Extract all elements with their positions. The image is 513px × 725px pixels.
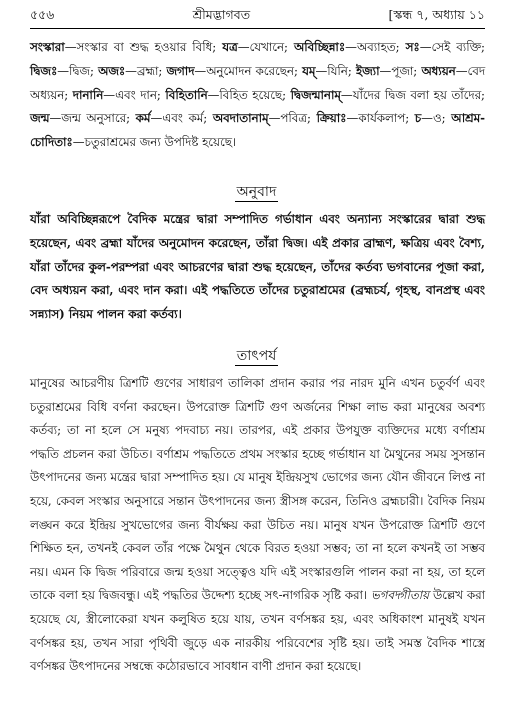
- synonym-meaning: চতুরাশ্রমের জন্য উপদিষ্ট হয়েছে।: [84, 135, 237, 150]
- translation-text: যাঁরা অবিচ্ছিন্নরূপে বৈদিক মন্ত্রের দ্বারা সম্পাদিত গর্ভাধান এবং অন্যান্য সংস্কারের দ্বারা শুদ্ধ হয়েছেন, এবং ব্রহ্মা যাঁদের অনুমোদন করেছেন, তাঁরা দ্বিজ। এই প্রকার ব্রাহ্মণ, ক্ষত্রিয় এবং বৈশ্য, যাঁরা তাঁদের কুল-পরম্পরা এবং আচরণের দ্বারা শুদ্ধ হয়েছেন, তাঁদের কর্তব্য ভগবানের পূজা করা, বেদ অধ্যয়ন করা, এবং দান করা। এই পদ্ধতিতে তাঁদের চতুরাশ্রমের (ব্রহ্মচর্য, গৃহস্থ, বানপ্রস্থ এবং সন্ন্যাস) নিয়ম পালন করা কর্তব্য।: [30, 212, 485, 322]
- synonym-meaning: সেই ব্যক্তি;: [431, 40, 486, 54]
- synonym-meaning: সংস্কার বা শুদ্ধ হওয়ার বিধি;: [76, 40, 217, 54]
- page-number: ৫৫৬: [30, 7, 55, 23]
- synonym-word: যম্: [302, 63, 316, 78]
- synonym-word: ক্রিয়াঃ: [316, 111, 347, 126]
- synonym-word: চ: [414, 111, 422, 126]
- synonym-meaning: বিহিত হয়েছে;: [219, 87, 287, 102]
- synonym-meaning: এবং কর্ম;: [162, 111, 208, 126]
- header-rule: [30, 28, 485, 29]
- synonym-meaning: এবং দান;: [115, 87, 161, 102]
- synonym-word: জগাদ: [166, 63, 195, 78]
- page-header: [30, 4, 485, 26]
- synonym-word: কর্ম: [135, 111, 151, 126]
- synonym-meaning: অনুমোদন করেছেন;: [206, 63, 298, 78]
- synonym-word: দানানি: [72, 87, 104, 102]
- synonym-meaning: জন্ম অনুসারে;: [61, 111, 131, 126]
- synonym-meaning: অব্যাহত;: [356, 40, 400, 54]
- chapter-reference: [স্কন্ধ ৭, অধ্যায় ১১: [388, 7, 485, 23]
- synonym-word: ইজ্যা: [355, 63, 380, 78]
- book-title: শ্রীমদ্ভাগবত: [192, 7, 251, 23]
- synonym-word: অধ্যয়ন: [421, 63, 456, 78]
- synonym-word: অবদাতানাম্: [212, 111, 269, 126]
- synonym-meaning: পূজা;: [391, 63, 418, 78]
- synonym-meaning: দ্বিজ;: [69, 63, 94, 78]
- purport-text: মানুষের আচরণীয় ত্রিশটি গুণের সাধারণ তালিকা প্রদান করার পর নারদ মুনি এখন চতুর্বর্ণ এবং চতুরাশ্রমের বিধি বর্ণনা করছেন। উপরোক্ত ত্রিশটি গুণ অর্জনের শিক্ষা লাভ করা মানুষের অবশ্য কর্তব্য; তা না হলে সে মনুষ্য পদবাচ্য নয়। তারপর, এই প্রকার উপযুক্ত ব্যক্তিদের মধ্যে বর্ণাশ্রম পদ্ধতি প্রচলন করা উচিত। বর্ণাশ্রম পদ্ধতিতে প্রথম সংস্কার হচ্ছে গর্ভাধান যা মৈথুনের সময় সুসন্তান উৎপাদনের জন্য মন্ত্রের দ্বারা সম্পাদিত হয়। যে মানুষ ইন্দ্রিয়সুখ ভোগের জন্য যৌন জীবনে লিপ্ত না হয়ে, কেবল সংস্কার অনুসারে সন্তান উৎপাদনের জন্য স্ত্রীসঙ্গ করেন, তিনিও ব্রহ্মচারী। বৈদিক নিয়ম লঙ্ঘন করে ইন্দ্রিয় সুখভোগের জন্য বীর্যক্ষয় করা উচিত নয়। মানুষ যখন উপরোক্ত ত্রিশটি গুণে শিক্ষিত হন, তখনই কেবল তাঁর পক্ষে মৈথুন থেকে বিরত হওয়া সম্ভব; তা না হলে কখনই তা সম্ভব নয়। এমন কি দ্বিজ পরিবারে জন্ম হওয়া সত্ত্বেও যদি এই সংস্কারগুলি পালন করা না হয়, তা হলে তাকে বলা হয় দ্বিজবন্ধু। এই পদ্ধতির উদ্দেশ্য হচ্ছে সৎ-নাগরিক সৃষ্টি করা। ভগবদ্গীতায় উল্লেখ করা হয়েছে যে, স্ত্রীলোকেরা যখন কলুষিত হয়ে যায়, তখন বর্ণসঙ্কর হয়, এবং অধিকাংশ মানুষই যখন বর্ণসঙ্কর হয়, তখন সারা পৃথিবী জুড়ে এক নারকীয় পরিবেশের সৃষ্টি হয়। তাই সমস্ত বৈদিক শাস্ত্রে বর্ণসঙ্কর উৎপাদনের সম্বন্ধে কঠোরভাবে সাবধান বাণী প্রদান করা হয়েছে।: [30, 376, 486, 674]
- synonym-word: সঃ: [405, 40, 420, 54]
- word-for-word-synonyms: সংস্কারা—সংস্কার বা শুদ্ধ হওয়ার বিধি; যত্র—যেখানে; অবিচ্ছিন্নাঃ—অব্যাহত; সঃ—সেই ব্যক্তি; দ্বিজঃ—দ্বিজ; অজঃ—ব্রহ্মা; জগাদ—অনুমোদন করেছেন; যম্—যিনি; ইজ্যা—পূজা; অধ্যয়ন—বেদ অধ্যয়ন; দানানি—এবং দান; বিহিতানি—বিহিত হয়েছে; দ্বিজন্মানাম্—যাঁদের দ্বিজ বলা হয় তাঁদের; জন্ম—জন্ম অনুসারে; কর্ম—এবং কর্ম; অবদাতানাম্—পবিত্র; ক্রিয়াঃ—কার্যকলাপ; চ—ও; আশ্রম-চোদিতাঃ—চতুরাশ্রমের জন্য উপদিষ্ট হয়েছে।: [30, 40, 486, 150]
- book-reference-italic: ভগবদ্গীতায়: [370, 588, 430, 603]
- translation-heading: অনুবাদ: [236, 184, 277, 200]
- synonym-word: সংস্কারা: [30, 40, 65, 54]
- synonym-meaning: পবিত্র;: [280, 111, 311, 126]
- synonym-meaning: ব্রহ্মা;: [136, 63, 163, 78]
- synonym-word: বিহিতানি: [165, 87, 208, 102]
- synonym-meaning: কার্যকলাপ;: [358, 111, 410, 126]
- synonym-word: আশ্রম-চোদিতাঃ: [30, 111, 486, 150]
- synonym-meaning: যাঁদের দ্বিজ বলা হয় তাঁদের;: [352, 87, 486, 102]
- synonym-word: জন্ম: [30, 111, 50, 126]
- synonym-meaning: যিনি;: [327, 63, 352, 78]
- synonym-word: দ্বিজঃ: [30, 63, 58, 78]
- synonym-meaning: ও;: [432, 111, 446, 126]
- synonym-meaning: বেদ অধ্যয়ন;: [30, 63, 486, 102]
- synonym-meaning: যেখানে;: [249, 40, 288, 54]
- synonym-word: অবিচ্ছিন্নাঃ: [294, 40, 346, 54]
- synonym-word: দ্বিজন্মানাম্: [290, 87, 341, 102]
- synonym-word: যত্র: [222, 40, 238, 54]
- synonym-word: অজঃ: [98, 63, 126, 78]
- purport-heading: তাৎপর্য: [236, 348, 277, 364]
